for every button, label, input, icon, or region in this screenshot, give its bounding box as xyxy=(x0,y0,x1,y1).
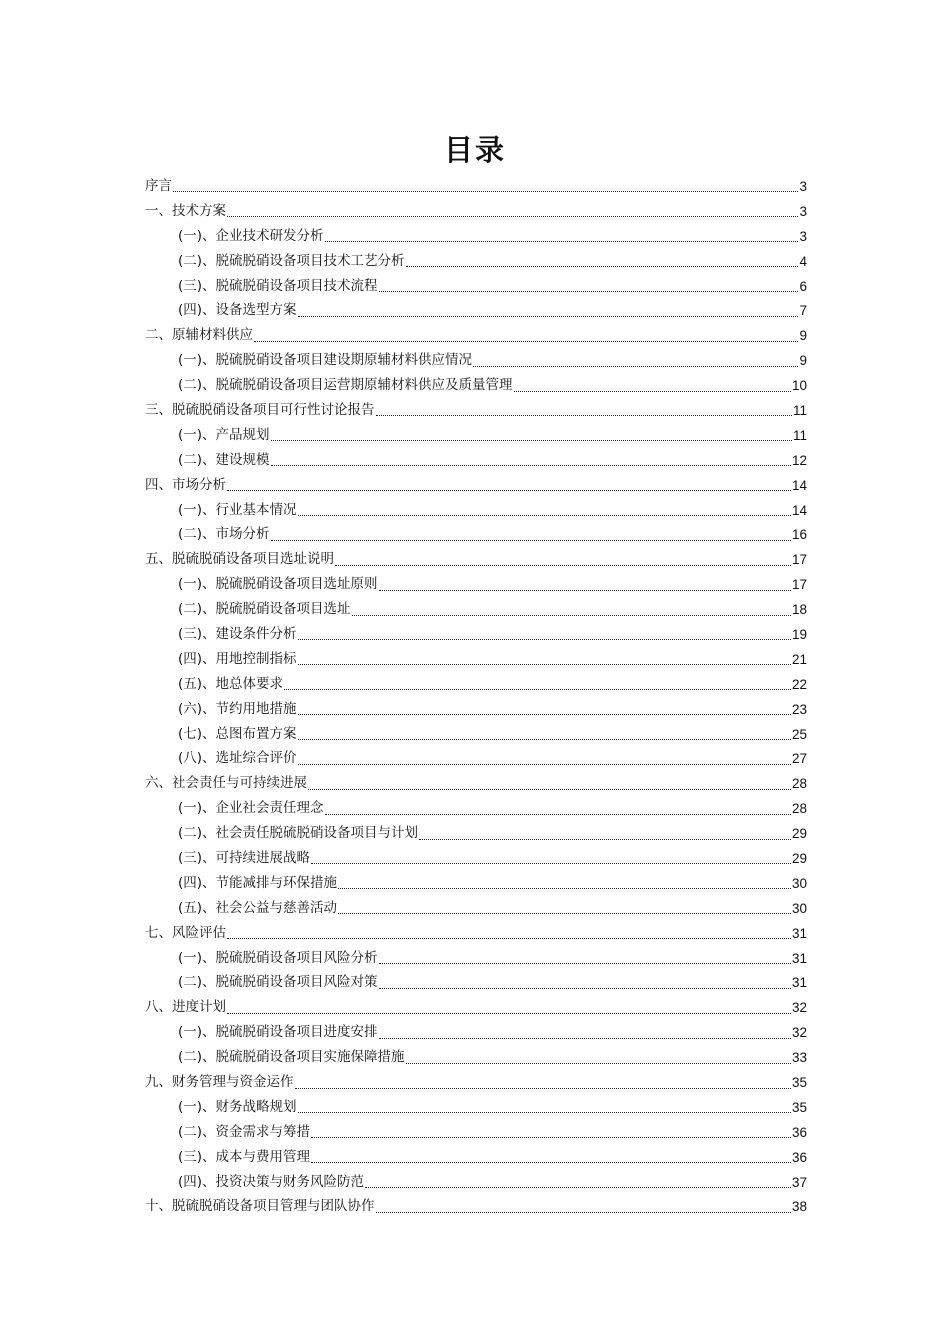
toc-dot-leader xyxy=(284,688,791,690)
toc-entry-section[interactable] xyxy=(145,896,807,921)
toc-entry-label: 九、财务管理与资金运作 xyxy=(145,1074,294,1090)
toc-entry-label: 十、脱硫脱硝设备项目管理与团队协作 xyxy=(145,1198,375,1215)
toc-dot-leader xyxy=(379,962,791,964)
toc-entry-label: (一)、脱硫脱硝设备项目建设期原辅材料供应情况 xyxy=(178,352,473,369)
toc-entry-label: 四、市场分析 xyxy=(145,476,226,493)
toc-dot-leader xyxy=(298,738,791,740)
toc-entry-label: (六)、节约用地措施 xyxy=(178,700,297,717)
toc-entry-section[interactable] xyxy=(145,373,807,398)
toc-dot-leader xyxy=(271,539,791,541)
toc-entry-label: (一)、脱硫脱硝设备项目选址原则 xyxy=(178,576,378,593)
toc-dot-leader xyxy=(311,862,791,864)
toc-entry-page-number: 29 xyxy=(791,850,807,866)
toc-entry-label: 八、进度计划 xyxy=(145,999,226,1016)
toc-entry-label: (八)、选址综合评价 xyxy=(178,750,297,767)
toc-entry-page-number: 7 xyxy=(799,303,807,319)
toc-dot-leader xyxy=(376,1211,791,1213)
toc-entry-chapter[interactable] xyxy=(145,921,807,946)
toc-dot-leader xyxy=(298,713,791,715)
toc-dot-leader xyxy=(514,390,791,392)
toc-entry-page-number: 23 xyxy=(791,701,807,717)
toc-entry-page-number: 31 xyxy=(791,975,807,991)
toc-dot-leader xyxy=(379,1037,791,1039)
toc-entry-label: (二)、脱硫脱硝设备项目风险对策 xyxy=(178,974,378,991)
table-of-contents xyxy=(145,174,807,1219)
toc-dot-leader xyxy=(311,1161,791,1163)
toc-entry-page-number: 3 xyxy=(799,228,807,244)
toc-entry-chapter[interactable] xyxy=(145,995,807,1020)
toc-entry-section[interactable] xyxy=(145,697,807,722)
toc-dot-leader xyxy=(298,1111,791,1113)
toc-entry-page-number: 17 xyxy=(791,577,807,593)
toc-entry-section[interactable] xyxy=(145,1095,807,1120)
toc-entry-page-number: 18 xyxy=(791,602,807,618)
toc-entry-label: 三、脱硫脱硝设备项目可行性讨论报告 xyxy=(145,401,375,418)
toc-dot-leader xyxy=(298,663,791,665)
toc-dot-leader xyxy=(298,763,791,765)
toc-dot-leader xyxy=(473,365,798,367)
toc-entry-label: (一)、脱硫脱硝设备项目进度安排 xyxy=(178,1024,378,1041)
toc-entry-section[interactable] xyxy=(145,946,807,971)
toc-entry-page-number: 14 xyxy=(791,477,807,493)
toc-entry-label: 五、脱硫脱硝设备项目选址说明 xyxy=(145,551,334,568)
toc-entry-page-number: 17 xyxy=(791,552,807,568)
toc-entry-page-number: 11 xyxy=(792,427,807,443)
toc-entry-page-number: 35 xyxy=(791,1075,807,1090)
toc-entry-page-number: 32 xyxy=(791,1025,807,1041)
toc-dot-leader xyxy=(298,315,799,317)
toc-dot-leader xyxy=(227,489,791,491)
toc-entry-section[interactable] xyxy=(145,871,807,896)
toc-entry-label: (七)、总图布置方案 xyxy=(178,725,297,742)
toc-entry-page-number: 14 xyxy=(791,502,807,518)
toc-dot-leader xyxy=(419,838,791,840)
toc-dot-leader xyxy=(271,464,791,466)
toc-entry-page-number: 29 xyxy=(791,826,807,842)
toc-dot-leader xyxy=(271,439,792,441)
toc-entry-section[interactable] xyxy=(145,1120,807,1145)
toc-entry-page-number: 38 xyxy=(791,1199,807,1215)
toc-entry-section[interactable] xyxy=(145,647,807,672)
toc-entry-section[interactable] xyxy=(145,796,807,821)
toc-entry-page-number: 10 xyxy=(791,378,807,394)
toc-entry-section[interactable] xyxy=(145,846,807,871)
toc-entry-label: (四)、节能减排与环保措施 xyxy=(178,874,338,891)
toc-entry-section[interactable] xyxy=(145,722,807,747)
toc-dot-leader xyxy=(335,564,791,566)
toc-dot-leader xyxy=(379,987,791,989)
toc-entry-section[interactable] xyxy=(145,597,807,622)
toc-dot-leader xyxy=(254,340,798,342)
toc-dot-leader xyxy=(173,190,798,192)
toc-entry-chapter[interactable] xyxy=(145,1070,807,1095)
toc-entry-page-number: 4 xyxy=(799,253,807,269)
toc-entry-label: 序言 xyxy=(145,177,172,194)
toc-entry-section[interactable] xyxy=(145,1020,807,1045)
toc-entry-label: (二)、脱硫脱硝设备项目运营期原辅材料供应及质量管理 xyxy=(178,377,513,394)
toc-dot-leader xyxy=(338,887,791,889)
toc-dot-leader xyxy=(295,1087,791,1089)
toc-entry-label: (一)、行业基本情况 xyxy=(178,501,297,518)
toc-entry-page-number: 31 xyxy=(791,950,807,966)
toc-entry-chapter[interactable] xyxy=(145,199,807,224)
toc-entry-page-number: 37 xyxy=(791,1174,807,1190)
toc-entry-label: (二)、脱硫脱硝设备项目选址 xyxy=(178,601,351,618)
toc-title: 目录 xyxy=(443,133,506,167)
toc-entry-label: (三)、成本与费用管理 xyxy=(178,1148,311,1165)
toc-entry-section[interactable] xyxy=(145,1145,807,1170)
toc-entry-label: (一)、脱硫脱硝设备项目风险分析 xyxy=(178,949,378,966)
toc-entry-label: (四)、用地控制指标 xyxy=(178,650,297,667)
toc-entry-label: (二)、脱硫脱硝设备项目技术工艺分析 xyxy=(178,252,405,269)
toc-entry-page-number: 11 xyxy=(792,402,807,418)
toc-entry-page-number: 3 xyxy=(799,203,807,219)
toc-dot-leader xyxy=(406,265,799,267)
toc-entry-label: (三)、脱硫脱硝设备项目技术流程 xyxy=(178,277,378,294)
toc-entry-label: (三)、建设条件分析 xyxy=(178,625,297,642)
toc-entry-page-number: 31 xyxy=(791,925,807,941)
toc-entry-label: (二)、社会责任脱硫脱硝设备项目与计划 xyxy=(178,825,419,842)
toc-dot-leader xyxy=(298,514,791,516)
toc-entry-label: (一)、财务战略规划 xyxy=(178,1098,297,1115)
toc-dot-leader xyxy=(227,1012,791,1014)
toc-entry-page-number: 22 xyxy=(791,676,807,692)
toc-dot-leader xyxy=(376,414,792,416)
toc-entry-label: (一)、企业社会责任理念 xyxy=(178,800,324,817)
toc-entry-section[interactable] xyxy=(145,274,807,299)
toc-entry-page-number: 35 xyxy=(791,1099,807,1115)
toc-entry-section[interactable] xyxy=(145,348,807,373)
toc-dot-leader xyxy=(406,1062,791,1064)
toc-entry-page-number: 12 xyxy=(791,452,807,468)
toc-entry-label: (二)、建设规模 xyxy=(178,451,270,468)
toc-entry-chapter[interactable] xyxy=(145,398,807,423)
toc-dot-leader xyxy=(352,614,791,616)
toc-entry-label: (一)、企业技术研发分析 xyxy=(178,227,324,244)
toc-entry-label: (二)、资金需求与筹措 xyxy=(178,1123,311,1140)
toc-entry-section[interactable] xyxy=(145,971,807,996)
toc-entry-chapter[interactable] xyxy=(145,323,807,348)
toc-entry-section[interactable] xyxy=(145,423,807,448)
toc-entry-page-number: 16 xyxy=(791,527,807,543)
toc-entry-label: 二、原辅材料供应 xyxy=(145,327,253,344)
toc-dot-leader xyxy=(365,1186,791,1188)
toc-entry-page-number: 3 xyxy=(799,178,807,194)
toc-entry-section[interactable] xyxy=(145,224,807,249)
toc-dot-leader xyxy=(338,912,791,914)
toc-entry-label: 一、技术方案 xyxy=(145,202,226,219)
toc-entry-page-number: 25 xyxy=(791,726,807,742)
toc-entry-label: 七、风险评估 xyxy=(145,924,226,941)
toc-dot-leader xyxy=(227,215,798,217)
toc-dot-leader xyxy=(298,638,791,640)
toc-entry-label: (三)、可持续进展战略 xyxy=(178,849,311,866)
toc-entry-page-number: 28 xyxy=(791,776,807,792)
toc-entry-page-number: 32 xyxy=(791,1000,807,1016)
toc-dot-leader xyxy=(379,290,799,292)
toc-dot-leader xyxy=(311,1136,791,1138)
toc-entry-chapter[interactable] xyxy=(145,771,807,796)
toc-entry-page-number: 27 xyxy=(791,751,807,767)
toc-entry-page-number: 33 xyxy=(791,1050,807,1066)
toc-entry-chapter[interactable] xyxy=(145,473,807,498)
toc-entry-chapter[interactable] xyxy=(145,174,807,199)
toc-dot-leader xyxy=(379,589,791,591)
toc-entry-section[interactable] xyxy=(145,821,807,846)
toc-entry-page-number: 30 xyxy=(791,900,807,916)
toc-entry-label: (五)、社会公益与慈善活动 xyxy=(178,899,338,916)
toc-entry-label: (二)、脱硫脱硝设备项目实施保障措施 xyxy=(178,1049,405,1066)
toc-entry-chapter[interactable] xyxy=(145,547,807,572)
toc-entry-label: (四)、设备选型方案 xyxy=(178,302,297,319)
toc-entry-page-number: 9 xyxy=(799,328,807,344)
toc-entry-section[interactable] xyxy=(145,746,807,771)
toc-entry-page-number: 21 xyxy=(791,651,807,667)
toc-entry-section[interactable] xyxy=(145,249,807,274)
toc-entry-section[interactable] xyxy=(145,298,807,323)
toc-entry-page-number: 19 xyxy=(791,626,807,642)
toc-entry-label: (二)、市场分析 xyxy=(178,526,270,543)
toc-entry-label: (一)、产品规划 xyxy=(178,426,270,443)
toc-dot-leader xyxy=(227,937,791,939)
toc-entry-page-number: 30 xyxy=(791,875,807,891)
toc-entry-page-number: 28 xyxy=(791,801,807,817)
toc-entry-section[interactable] xyxy=(145,1045,807,1070)
toc-entry-label: (五)、地总体要求 xyxy=(178,675,284,692)
toc-entry-page-number: 9 xyxy=(799,353,807,369)
toc-entry-section[interactable] xyxy=(145,1170,807,1195)
toc-entry-label: 六、社会责任与可持续进展 xyxy=(145,775,307,792)
toc-dot-leader xyxy=(325,240,799,242)
toc-entry-label: (四)、投资决策与财务风险防范 xyxy=(178,1173,365,1190)
toc-entry-section[interactable] xyxy=(145,622,807,647)
toc-entry-section[interactable] xyxy=(145,522,807,547)
toc-entry-section[interactable] xyxy=(145,498,807,523)
toc-entry-section[interactable] xyxy=(145,448,807,473)
toc-entry-page-number: 36 xyxy=(791,1124,807,1140)
toc-entry-section[interactable] xyxy=(145,572,807,597)
toc-entry-section[interactable] xyxy=(145,672,807,697)
toc-dot-leader xyxy=(325,813,791,815)
toc-dot-leader xyxy=(308,788,791,790)
toc-entry-chapter[interactable] xyxy=(145,1195,807,1220)
toc-entry-page-number: 36 xyxy=(791,1149,807,1165)
toc-entry-page-number: 6 xyxy=(799,278,807,294)
